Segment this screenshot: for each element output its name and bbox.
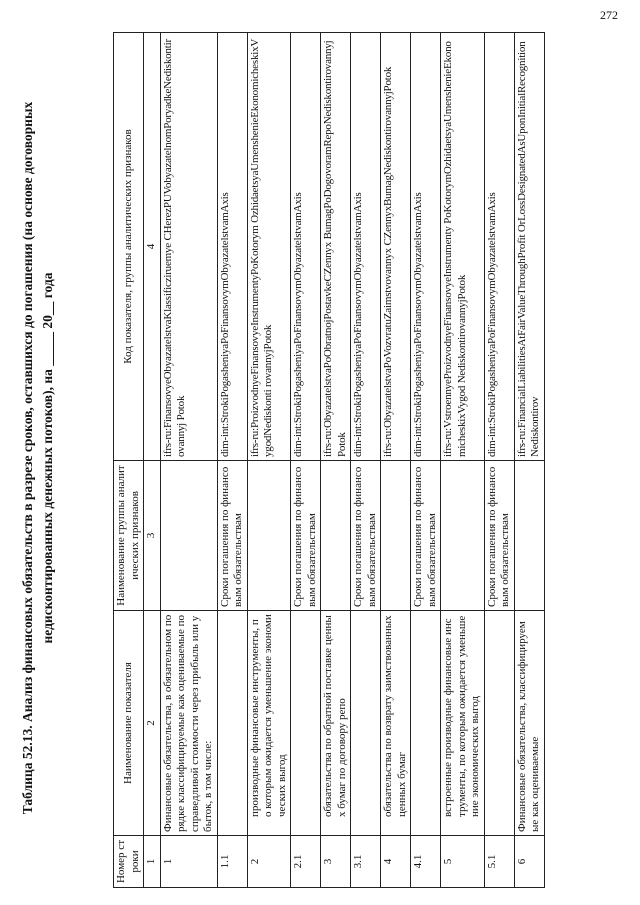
table-row	[160, 33, 217, 888]
code-cell: dim-int:StrokiPogasheniyaPoFinansovymObyazatelstvamAxis	[291, 33, 321, 461]
indicator-name-cell	[217, 611, 247, 836]
table-title	[18, 28, 58, 888]
group-name-cell: Сроки погашения по финансовым обязательствам	[351, 461, 381, 611]
row-number-cell: 3.1	[351, 836, 381, 888]
indicator-name-cell: встроенные производные финансовые инструменты, по которым ожидается уменьшение экономических выгод	[441, 611, 485, 836]
code-cell: ifrs-ru:ObyazatelstvaPoVozvratuZaimstvovannyx CZennyxBumagNediskontirovannyjPotok	[381, 33, 411, 461]
row-number-cell: 1.1	[217, 836, 247, 888]
code-cell: ifrs-ru:ObyazatelstvaPoObratnojPostavkeCZennyx BumagPoDogovoramRepoNediskontirovannyjPotok	[321, 33, 351, 461]
indicator-name-cell: Финансовые обязательства, в обязательном порядке классифицируемые как оцениваемые по справедливой стоимости через прибыль или убыток, в том числе:	[160, 611, 217, 836]
indicator-name-cell: обязательства по обратной поставке ценных бумаг по договору репо	[321, 611, 351, 836]
page-number: 272	[600, 8, 618, 22]
code-cell: dim-int:StrokiPogasheniyaPoFinansovymObyazatelstvamAxis	[217, 33, 247, 461]
group-name-cell	[381, 461, 411, 611]
row-number-cell: 4.1	[411, 836, 441, 888]
row-number-cell: 5	[441, 836, 485, 888]
header-row	[114, 33, 144, 888]
code-cell: ifrs-ru:FinancialLiabilitiesAtFairValueThroughProfit OrLossDesignatedAsUponInitialRecognitionNediskontirov	[514, 33, 544, 461]
row-number-cell: 3	[321, 836, 351, 888]
table-row	[321, 33, 351, 888]
header-number-3: 3	[144, 461, 161, 611]
row-number-cell: 2.1	[291, 836, 321, 888]
group-name-cell: Сроки погашения по финансовым обязательствам	[411, 461, 441, 611]
table-row	[441, 33, 485, 888]
table-row	[514, 33, 544, 888]
indicator-name-cell: производные финансовые инструменты, по которым ожидается уменьшение экономических выгод	[247, 611, 291, 836]
indicator-name-cell: Финансовые обязательства, классифицируемые как оцениваемые	[514, 611, 544, 836]
table-row	[484, 33, 514, 888]
code-cell: ifrs-ru:ProizvodnyeFinansovyeInstrumentyPoKotorym OzhidaetsyaUmenshenieEkonomicheskixVygodNediskonti rovannyjPotok	[247, 33, 291, 461]
indicator-name-cell	[291, 611, 321, 836]
table-row	[381, 33, 411, 888]
header-number-4: 4	[144, 33, 161, 461]
group-name-cell	[514, 461, 544, 611]
group-name-cell	[247, 461, 291, 611]
header-group-name: Наименование группы аналитических признаков	[114, 461, 144, 611]
rotated-page	[18, 28, 618, 888]
row-number-cell: 6	[514, 836, 544, 888]
row-number-cell: 2	[247, 836, 291, 888]
table-row	[351, 33, 381, 888]
liabilities-maturity-table	[113, 32, 545, 888]
table-row	[247, 33, 291, 888]
row-number-cell: 4	[381, 836, 411, 888]
code-cell: ifrs-ru:FinansovyeObyazatelstvaKlassificziruemye CHerezPUVobyazatelnomPoryadkeNediskontirovannyj Potok	[160, 33, 217, 461]
header-indicator-name: Наименование показателя	[114, 611, 144, 836]
table-title-line-1: Таблица 52.13. Анализ финансовых обязательств в разрезе сроков, оставшихся до погашения (на основе договорных	[20, 101, 35, 815]
header-number-1: 1	[144, 836, 161, 888]
indicator-name-cell: обязательства по возврату заимствованных ценных бумаг	[381, 611, 411, 836]
header-code: Код показателя, группы аналитических признаков	[114, 33, 144, 461]
header-number-row	[144, 33, 161, 888]
header-row-number: Номер строки	[114, 836, 144, 888]
code-cell: ifrs-ru:VstroennyeProizvodnyeFinansovyeInstrumenty PoKotorymOzhidaetsyaUmenshenieEkonomicheskixVygod NediskontirovannyjPotok	[441, 33, 485, 461]
group-name-cell: Сроки погашения по финансовым обязательствам	[484, 461, 514, 611]
table-title-line-2: недисконтированных денежных потоков), на _____ 20__ года	[40, 272, 55, 644]
row-number-cell: 5.1	[484, 836, 514, 888]
table-row	[217, 33, 247, 888]
indicator-name-cell	[351, 611, 381, 836]
code-cell: dim-int:StrokiPogasheniyaPoFinansovymObyazatelstvamAxis	[411, 33, 441, 461]
group-name-cell: Сроки погашения по финансовым обязательствам	[217, 461, 247, 611]
table-row	[291, 33, 321, 888]
row-number-cell: 1	[160, 836, 217, 888]
header-number-2: 2	[144, 611, 161, 836]
code-cell: dim-int:StrokiPogasheniyaPoFinansovymObyazatelstvamAxis	[351, 33, 381, 461]
group-name-cell	[441, 461, 485, 611]
table-row	[411, 33, 441, 888]
group-name-cell	[321, 461, 351, 611]
indicator-name-cell	[484, 611, 514, 836]
group-name-cell	[160, 461, 217, 611]
indicator-name-cell	[411, 611, 441, 836]
group-name-cell: Сроки погашения по финансовым обязательствам	[291, 461, 321, 611]
code-cell: dim-int:StrokiPogasheniyaPoFinansovymObyazatelstvamAxis	[484, 33, 514, 461]
